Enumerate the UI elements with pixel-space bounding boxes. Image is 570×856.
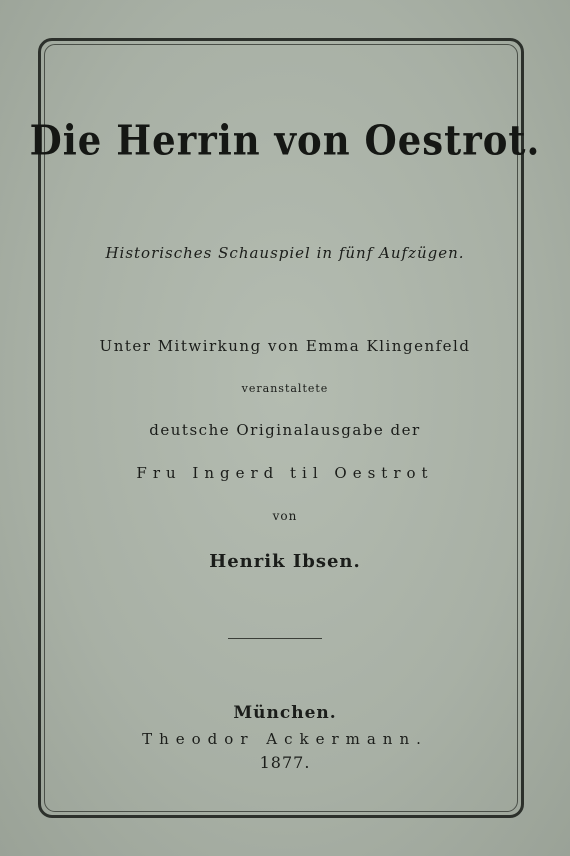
subtitle: Historisches Schauspiel in fünf Aufzügen. (105, 244, 465, 262)
edition-line: deutsche Originalausgabe der (149, 421, 421, 439)
veranstaltete-line: veranstaltete (241, 382, 329, 395)
publication-year: 1877. (259, 753, 311, 772)
original-title: Fru Ingerd til Oestrot (136, 464, 434, 482)
publication-city: München. (233, 703, 337, 723)
book-title: Die Herrin von Oestrot. (29, 115, 541, 165)
by-line: von (272, 509, 298, 523)
divider-rule (228, 638, 322, 639)
publisher-name: Theodor Ackermann. (142, 730, 428, 748)
collaboration-line: Unter Mitwirkung von Emma Klingenfeld (99, 337, 471, 355)
author-name: Henrik Ibsen. (209, 551, 361, 572)
